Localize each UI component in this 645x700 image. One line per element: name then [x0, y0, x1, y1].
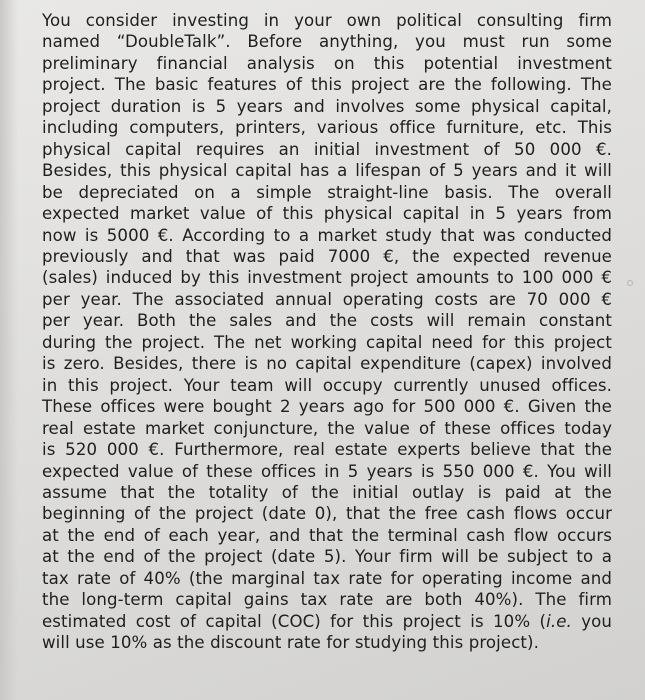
text-line-24: beginning of the project (date 0), that the free cash flows occur — [42, 504, 612, 524]
text-line-14: per year. The associated annual operating costs are 70 000 € — [42, 289, 612, 309]
text-line-1: You consider investing in your own political consulting firm — [42, 11, 612, 30]
text-line-22: expected value of these offices in 5 years is 550 000 €. You will — [42, 461, 612, 481]
text-line-7: physical capital requires an initial investment of 50 000 €. — [42, 139, 612, 159]
text-line-30: will use 10% as the discount rate for studying this project). — [42, 633, 539, 653]
text-line-26: at the end of the project (date 5). Your firm will be subject to a — [42, 547, 612, 567]
text-line-29-main: estimated cost of capital (COC) for this project is 10% ( — [42, 611, 547, 631]
text-line-25: at the end of each year, and that the terminal cash flow occurs — [42, 525, 612, 545]
text-line-27: tax rate of 40% (the marginal tax rate for operating income and — [42, 568, 612, 588]
text-line-2: named “DoubleTalk”. Before anything, you must run some — [42, 32, 612, 52]
dust-speck — [627, 280, 633, 286]
text-line-9: be depreciated on a simple straight-line basis. The overall — [42, 182, 612, 202]
text-line-12: previously and that was paid 7000 €, the expected revenue — [42, 246, 612, 266]
text-line-6: including computers, printers, various office furniture, etc. This — [42, 118, 612, 138]
text-line-17: is zero. Besides, there is no capital expenditure (capex) involved — [42, 354, 612, 374]
text-line-10: expected market value of this physical capital in 5 years from — [42, 204, 612, 224]
text-line-16: during the project. The net working capital need for this project — [42, 332, 612, 352]
photo-shadow-edge — [0, 0, 18, 700]
text-line-23: assume that the totality of the initial outlay is paid at the — [42, 482, 612, 502]
text-line-29 — [42, 611, 612, 632]
text-line-21: is 520 000 €. Furthermore, real estate experts believe that the — [42, 440, 612, 460]
text-line-29-italic: i.e. — [546, 611, 572, 631]
text-line-4: project. The basic features of this project are the following. The — [42, 75, 612, 95]
text-line-3: preliminary financial analysis on this potential investment — [42, 53, 612, 73]
text-line-11: now is 5000 €. According to a market study that was conducted — [42, 225, 612, 245]
text-line-19: These offices were bought 2 years ago for 500 000 €. Given the — [42, 397, 612, 417]
text-line-28: the long-term capital gains tax rate are both 40%). The firm — [42, 590, 612, 610]
text-line-8: Besides, this physical capital has a lifespan of 5 years and it will — [42, 161, 612, 181]
text-line-5: project duration is 5 years and involves some physical capital, — [42, 96, 612, 116]
problem-statement — [42, 10, 612, 654]
text-line-18: in this project. Your team will occupy currently unused offices. — [42, 375, 612, 395]
text-line-20: real estate market conjuncture, the value of these offices today — [42, 418, 612, 438]
text-line-15: per year. Both the sales and the costs will remain constant — [42, 311, 612, 331]
text-line-13: (sales) induced by this investment project amounts to 100 000 € — [42, 268, 612, 288]
text-line-29-tail: you — [571, 611, 613, 631]
